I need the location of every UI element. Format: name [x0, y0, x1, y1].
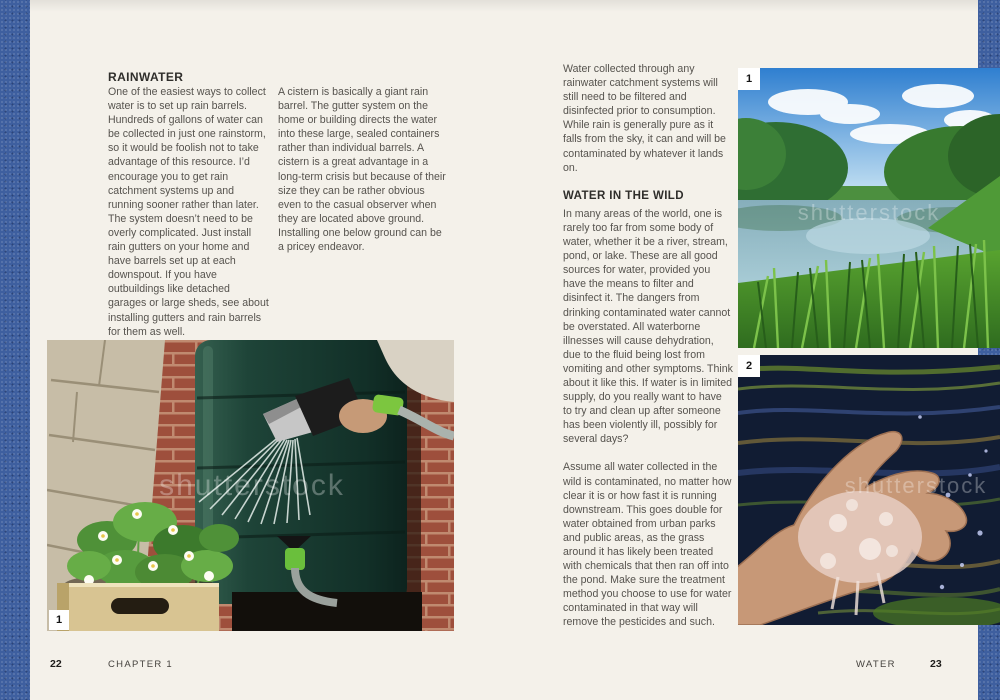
paragraph-wild-water: In many areas of the world, one is rarely too far from some body of water, whether it be a river, stream, pond, or lake. These are all good sources for water, provided you have the means to filter and disinfect it. The dangers from drinking contaminated water cannot be overstated. All waterborne illnesses will cause dehydration, due to the fluid being lost from vomiting and other symptoms. Think about it like this. If water is in limited supply, do you really want to have to try and clean up after someone has been violently ill, possibly for several days?: [563, 207, 733, 446]
pond-illustration: [738, 68, 1000, 348]
right-page-column: [563, 62, 733, 644]
figure-number-badge: 1: [49, 610, 69, 630]
figure-number-badge: 2: [738, 355, 760, 377]
right-footer-section: WATER: [856, 659, 896, 670]
section-title-water-in-the-wild: WATER IN THE WILD: [563, 189, 684, 202]
page-top-shadow: [30, 0, 978, 12]
figure-rain-barrel-photo: [47, 340, 454, 631]
figure-hand-in-stream-photo: [738, 355, 1000, 625]
left-footer-chapter: CHAPTER 1: [108, 659, 174, 670]
paragraph-rain-barrels: One of the easiest ways to collect water is to set up rain barrels. Hundreds of gallons of water can be collected in just one rainstorm, so it would be foolish not to take advantage of this resource. I’d encourage you to get rain catchment systems up and running sooner rather than later. The system doesn’t need to be overly complicated. Just install rain gutters on your home and have barrels set up at each downspout. If you have outbuildings like detached garages or large sheds, see about installing gutters and rain barrels for them as well.: [108, 86, 269, 338]
right-page-number: 23: [930, 658, 942, 670]
paragraph-cistern: A cistern is basically a giant rain barrel. The gutter system on the home or building directs the water into these large, sealed containers rather than individual barrels. A cistern is a great advantage in a long-term crisis but because of their size they can be rather obvious even to the casual observer when they are located above ground. Installing one below ground can be a pricey endeavor.: [278, 86, 446, 254]
wooden-crate: [57, 583, 219, 631]
left-page-column-2: [278, 85, 450, 268]
figure-number-badge: 1: [738, 68, 760, 90]
crate-handle-hole: [111, 598, 169, 614]
watermark-text: shutterstock: [844, 473, 988, 498]
left-page-column-1: [108, 85, 271, 353]
paragraph-assume-contaminated: Assume all water collected in the wild is contaminated, no matter how clear it is or how fast it is running downstream. This goes double for water obtained from urban parks and public areas, as the grass around it has likely been treated with chemicals that then ran off into the pond. Make sure the treatment method you choose to use for water contaminated in that way will remove the pesticides and such.: [563, 461, 732, 629]
stream-illustration: [738, 355, 1000, 625]
watermark-text: shutterstock: [797, 200, 941, 225]
rain-barrel-illustration: [47, 340, 454, 631]
paragraph-filtering: Water collected through any rainwater catchment systems will still need to be filtered and disinfected prior to consumption. While rain is generally pure as it falls from the sky, it can and will be contaminated by whatever it lands on.: [563, 63, 726, 174]
left-page-number: 22: [50, 658, 62, 670]
figure-pond-photo: [738, 68, 1000, 348]
watermark-text: shutterstock: [159, 469, 345, 502]
book-cover-edge-left: [0, 0, 30, 700]
section-title-rainwater: RAINWATER: [108, 70, 184, 84]
